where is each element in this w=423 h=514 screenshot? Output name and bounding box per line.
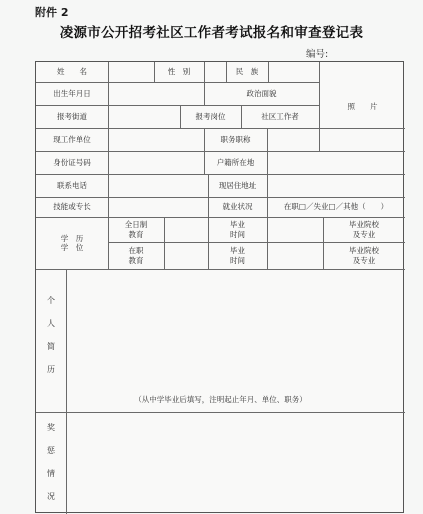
hukou-field[interactable] bbox=[268, 152, 405, 174]
name-label: 姓 名 bbox=[57, 67, 87, 77]
fulltime-education-label: 全日制 教育 bbox=[124, 220, 148, 239]
name-field[interactable] bbox=[109, 63, 154, 82]
awards-field[interactable] bbox=[67, 413, 405, 513]
photo-box: 照 片 bbox=[347, 101, 378, 111]
attachment-label: 附件 2 bbox=[35, 6, 69, 19]
position-label: 报考岗位 bbox=[195, 111, 226, 121]
resume-label: 个 人 简 历 bbox=[47, 296, 55, 374]
fulltime-education-field[interactable] bbox=[165, 218, 208, 242]
hukou-label: 户籍所在地 bbox=[216, 157, 255, 167]
street-field[interactable] bbox=[109, 106, 180, 128]
resume-note: （从中学毕业后填写，注明起止年月、单位、职务） bbox=[134, 395, 307, 404]
skills-field[interactable] bbox=[109, 198, 208, 217]
inservice-education-field[interactable] bbox=[165, 243, 208, 269]
employer-label: 现工作单位 bbox=[53, 134, 91, 144]
awards-label: 奖 惩 情 况 bbox=[47, 423, 55, 501]
gender-label: 性 别 bbox=[167, 67, 191, 77]
fulltime-school-major-label: 毕业院校 及专业 bbox=[349, 220, 379, 239]
registration-form bbox=[35, 61, 404, 513]
employer-field[interactable] bbox=[109, 129, 204, 151]
phone-field[interactable] bbox=[109, 175, 208, 197]
title-rank-label: 职务职称 bbox=[220, 134, 251, 144]
birth-date-field[interactable] bbox=[109, 83, 204, 105]
address-label: 现居住地址 bbox=[218, 180, 257, 190]
title-rank-field[interactable] bbox=[268, 129, 319, 151]
phone-label: 联系电话 bbox=[57, 180, 87, 190]
skills-label: 技能或专长 bbox=[53, 202, 91, 212]
id-number-label: 身份证号码 bbox=[53, 157, 91, 167]
inservice-school-major-label: 毕业院校 及专业 bbox=[349, 246, 379, 265]
address-field[interactable] bbox=[268, 175, 405, 197]
inservice-education-label: 在职 教育 bbox=[128, 246, 144, 265]
form-title: 凌源市公开招考社区工作者考试报名和审查登记表 bbox=[59, 25, 364, 41]
ethnicity-field[interactable] bbox=[269, 63, 319, 82]
position-value: 社区工作者 bbox=[261, 111, 299, 121]
employment-status-label: 就业状况 bbox=[222, 202, 253, 212]
education-label: 学 历 bbox=[60, 233, 84, 243]
education-degree-label bbox=[36, 217, 108, 269]
birth-date-label: 出生年月日 bbox=[53, 88, 91, 98]
id-number-field[interactable] bbox=[109, 152, 204, 174]
inservice-grad-time-label: 毕业 时间 bbox=[230, 246, 245, 265]
fulltime-grad-time-label: 毕业 时间 bbox=[230, 220, 245, 239]
degree-label: 学 位 bbox=[60, 243, 84, 252]
street-label: 报考街道 bbox=[57, 111, 87, 121]
employment-options[interactable]: 在职□／失业□／其他（ ） bbox=[283, 202, 389, 212]
ethnicity-label: 民 族 bbox=[235, 67, 259, 77]
serial-number-label: 编号: bbox=[306, 49, 329, 60]
resume-field[interactable] bbox=[67, 270, 405, 390]
political-status-label: 政治面貌 bbox=[246, 88, 277, 98]
gender-field[interactable] bbox=[205, 63, 226, 82]
